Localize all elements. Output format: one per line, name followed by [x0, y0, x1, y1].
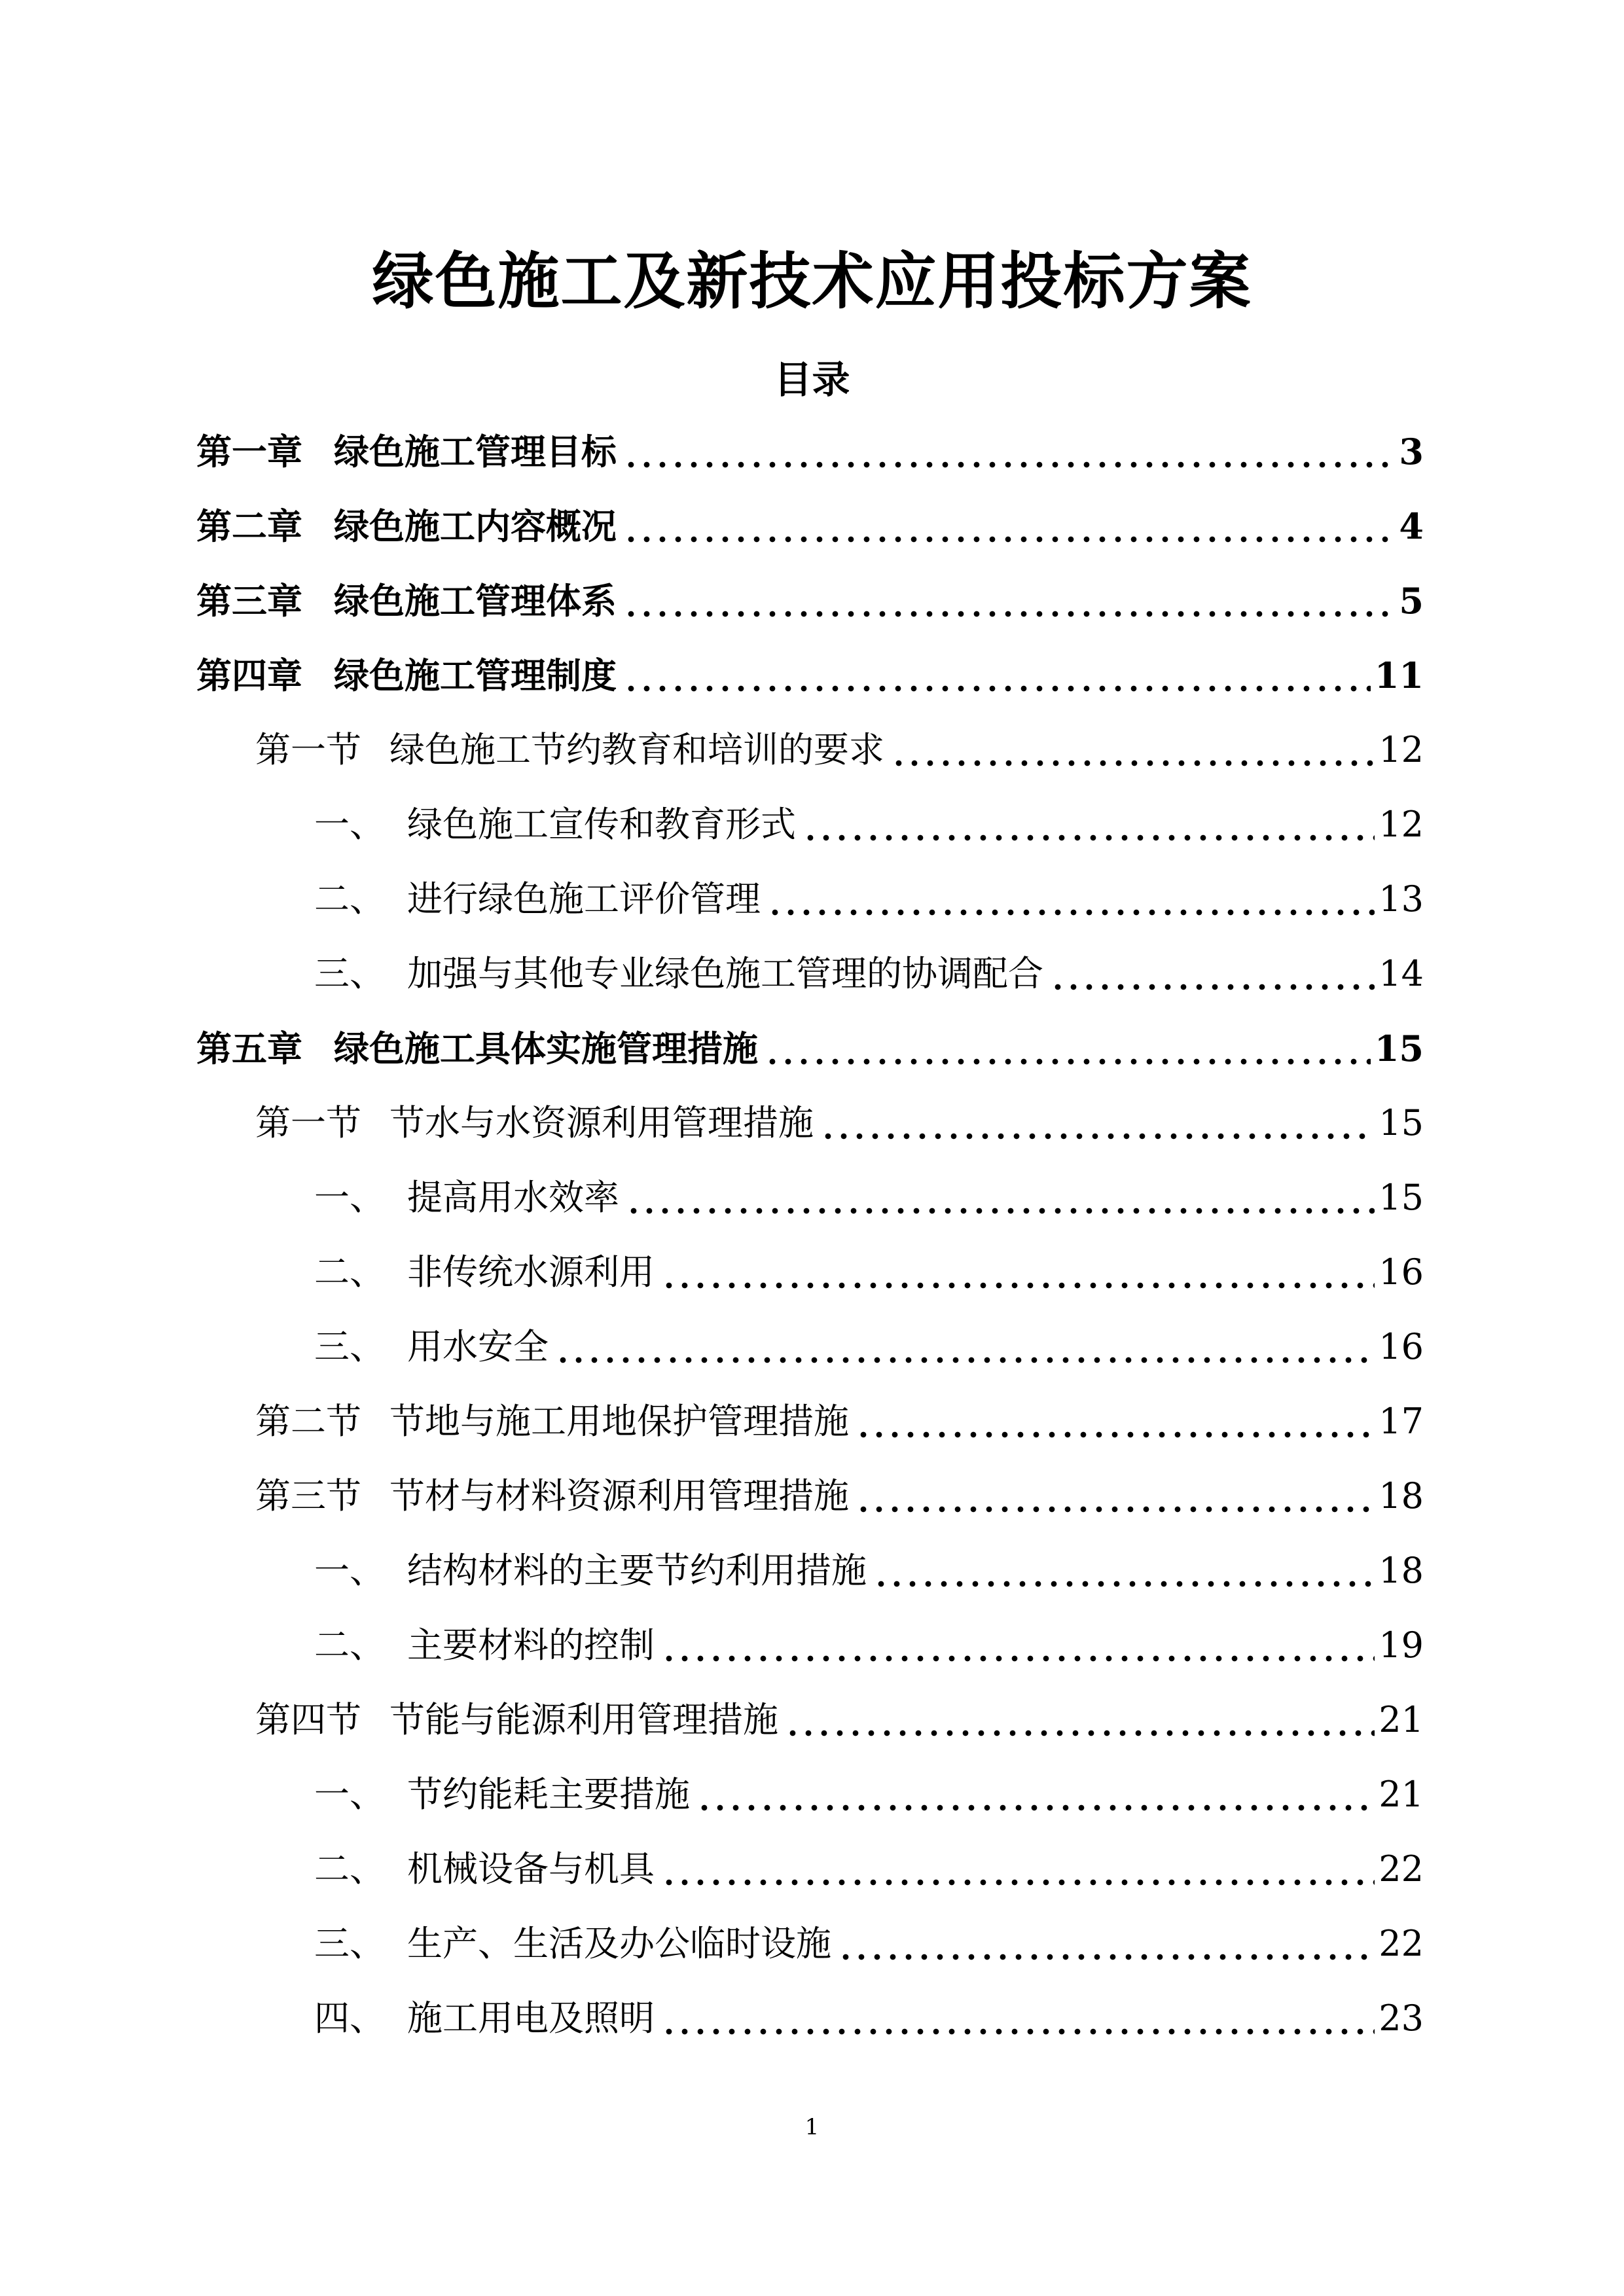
toc-entry-number: 第一节	[255, 1102, 361, 1143]
toc-entry-number: 三、	[314, 1923, 385, 1964]
toc-entry-title: 绿色施工内容概况	[334, 505, 617, 547]
toc-entry-item[interactable]	[314, 1918, 1424, 1970]
dot-leader	[873, 1545, 1375, 1597]
dot-leader	[623, 649, 1371, 702]
toc-entry-number: 一、	[314, 1177, 385, 1218]
toc-entry-number: 第一节	[255, 729, 361, 770]
toc-entry-item[interactable]	[314, 1843, 1424, 1895]
toc-entry-title: 节约能耗主要措施	[407, 1774, 690, 1815]
dot-leader	[765, 1022, 1371, 1075]
toc-entry-title: 绿色施工宣传和教育形式	[407, 804, 796, 845]
toc-entry-page: 21	[1379, 1699, 1424, 1740]
dot-leader	[803, 798, 1375, 851]
dot-leader	[838, 1918, 1375, 1970]
dot-leader	[623, 425, 1394, 478]
toc-entry-number: 二、	[314, 1848, 385, 1890]
page-number: 1	[804, 2114, 820, 2140]
toc-entry-page: 15	[1379, 1102, 1424, 1143]
toc-entry-chapter[interactable]	[196, 649, 1424, 702]
toc-entry-title: 非传统水源利用	[407, 1251, 655, 1293]
toc-entry-page: 21	[1379, 1774, 1424, 1815]
toc-entry-title: 结构材料的主要节约利用措施	[407, 1550, 867, 1591]
toc-entry-title: 生产、生活及办公临时设施	[407, 1923, 831, 1964]
toc-entry-number: 第三节	[255, 1475, 361, 1516]
toc-entry-title: 机械设备与机具	[407, 1848, 655, 1890]
toc-entry-page: 16	[1379, 1251, 1424, 1293]
toc-entry-number: 一、	[314, 804, 385, 845]
dot-leader	[623, 575, 1394, 627]
toc-entry-page: 3	[1399, 431, 1424, 473]
toc-entry-title: 主要材料的控制	[407, 1624, 655, 1666]
toc-entry-title: 绿色施工管理体系	[334, 580, 617, 622]
toc-entry-section[interactable]	[255, 724, 1424, 776]
toc-entry-section[interactable]	[255, 1694, 1424, 1746]
toc-entry-page: 17	[1379, 1401, 1424, 1442]
toc-entry-title: 进行绿色施工评价管理	[407, 878, 761, 920]
toc-entry-number: 三、	[314, 1326, 385, 1367]
toc-entry-chapter[interactable]	[196, 500, 1424, 552]
toc-entry-page: 15	[1374, 1028, 1424, 1069]
toc-entry-number: 二、	[314, 1251, 385, 1293]
toc-heading: 目录	[774, 357, 850, 402]
toc-entry-item[interactable]	[314, 1172, 1424, 1224]
toc-entry-section[interactable]	[255, 1470, 1424, 1522]
toc-entry-title: 节材与材料资源利用管理措施	[389, 1475, 849, 1516]
dot-leader	[661, 1843, 1375, 1895]
toc-entry-item[interactable]	[314, 798, 1424, 851]
toc-entry-page: 5	[1399, 580, 1424, 622]
dot-leader	[661, 1246, 1375, 1299]
dot-leader	[555, 1321, 1375, 1373]
toc-entry-number: 二、	[314, 1624, 385, 1666]
dot-leader	[626, 1172, 1375, 1224]
toc-entry-chapter[interactable]	[196, 1022, 1424, 1075]
dot-leader	[891, 724, 1375, 776]
toc-entry-number: 一、	[314, 1550, 385, 1591]
toc-entry-title: 节能与能源利用管理措施	[389, 1699, 778, 1740]
toc-entry-number: 一、	[314, 1774, 385, 1815]
toc-entry-number: 第三章	[196, 580, 302, 622]
toc-entry-item[interactable]	[314, 1545, 1424, 1597]
toc-entry-title: 绿色施工具体实施管理措施	[334, 1028, 758, 1069]
toc-entry-number: 三、	[314, 953, 385, 994]
toc-entry-title: 绿色施工管理目标	[334, 431, 617, 473]
toc-entry-page: 18	[1379, 1475, 1424, 1516]
toc-entry-page: 22	[1379, 1923, 1424, 1964]
toc-entry-section[interactable]	[255, 1097, 1424, 1149]
toc-entry-title: 提高用水效率	[407, 1177, 619, 1218]
toc-entry-page: 19	[1379, 1624, 1424, 1666]
toc-entry-page: 4	[1399, 505, 1424, 547]
toc-entry-page: 11	[1374, 655, 1424, 696]
toc-entry-number: 第四章	[196, 655, 302, 696]
dot-leader	[661, 1619, 1375, 1672]
toc-entry-item[interactable]	[314, 1992, 1424, 2045]
toc-entry-number: 第二节	[255, 1401, 361, 1442]
toc-entry-page: 12	[1379, 729, 1424, 770]
toc-entry-page: 16	[1379, 1326, 1424, 1367]
dot-leader	[696, 1768, 1375, 1821]
toc-entry-title: 加强与其他专业绿色施工管理的协调配合	[407, 953, 1043, 994]
toc-entry-number: 第二章	[196, 505, 302, 547]
toc-entry-page: 14	[1379, 953, 1424, 994]
dot-leader	[1050, 948, 1375, 1000]
dot-leader	[820, 1097, 1375, 1149]
toc-entry-page: 23	[1379, 1998, 1424, 2039]
toc-entry-section[interactable]	[255, 1395, 1424, 1448]
toc-entry-item[interactable]	[314, 1321, 1424, 1373]
document-title: 绿色施工及新技术应用投标方案	[372, 245, 1252, 317]
toc-entry-item[interactable]	[314, 873, 1424, 925]
toc-entry-title: 施工用电及照明	[407, 1998, 655, 2039]
dot-leader	[623, 500, 1394, 552]
toc-entry-item[interactable]	[314, 1246, 1424, 1299]
toc-entry-number: 四、	[314, 1998, 385, 2039]
toc-entry-item[interactable]	[314, 1619, 1424, 1672]
dot-leader	[661, 1992, 1375, 2045]
toc-entry-title: 绿色施工管理制度	[334, 655, 617, 696]
toc-entry-item[interactable]	[314, 1768, 1424, 1821]
toc-entry-page: 12	[1379, 804, 1424, 845]
toc-entry-page: 22	[1379, 1848, 1424, 1890]
toc-entry-number: 第一章	[196, 431, 302, 473]
toc-entry-number: 第四节	[255, 1699, 361, 1740]
toc-entry-chapter[interactable]	[196, 425, 1424, 478]
toc-entry-title: 节地与施工用地保护管理措施	[389, 1401, 849, 1442]
toc-entry-page: 18	[1379, 1550, 1424, 1591]
toc-entry-number: 第五章	[196, 1028, 302, 1069]
dot-leader	[767, 873, 1375, 925]
dot-leader	[856, 1470, 1375, 1522]
toc-entry-page: 13	[1379, 878, 1424, 920]
dot-leader	[785, 1694, 1375, 1746]
toc-entry-page: 15	[1379, 1177, 1424, 1218]
toc-entry-number: 二、	[314, 878, 385, 920]
toc-entry-title: 节水与水资源利用管理措施	[389, 1102, 814, 1143]
toc-entry-title: 用水安全	[407, 1326, 549, 1367]
dot-leader	[856, 1395, 1375, 1448]
toc-entry-chapter[interactable]	[196, 575, 1424, 627]
toc-entry-title: 绿色施工节约教育和培训的要求	[389, 729, 884, 770]
toc-entry-item[interactable]	[314, 948, 1424, 1000]
